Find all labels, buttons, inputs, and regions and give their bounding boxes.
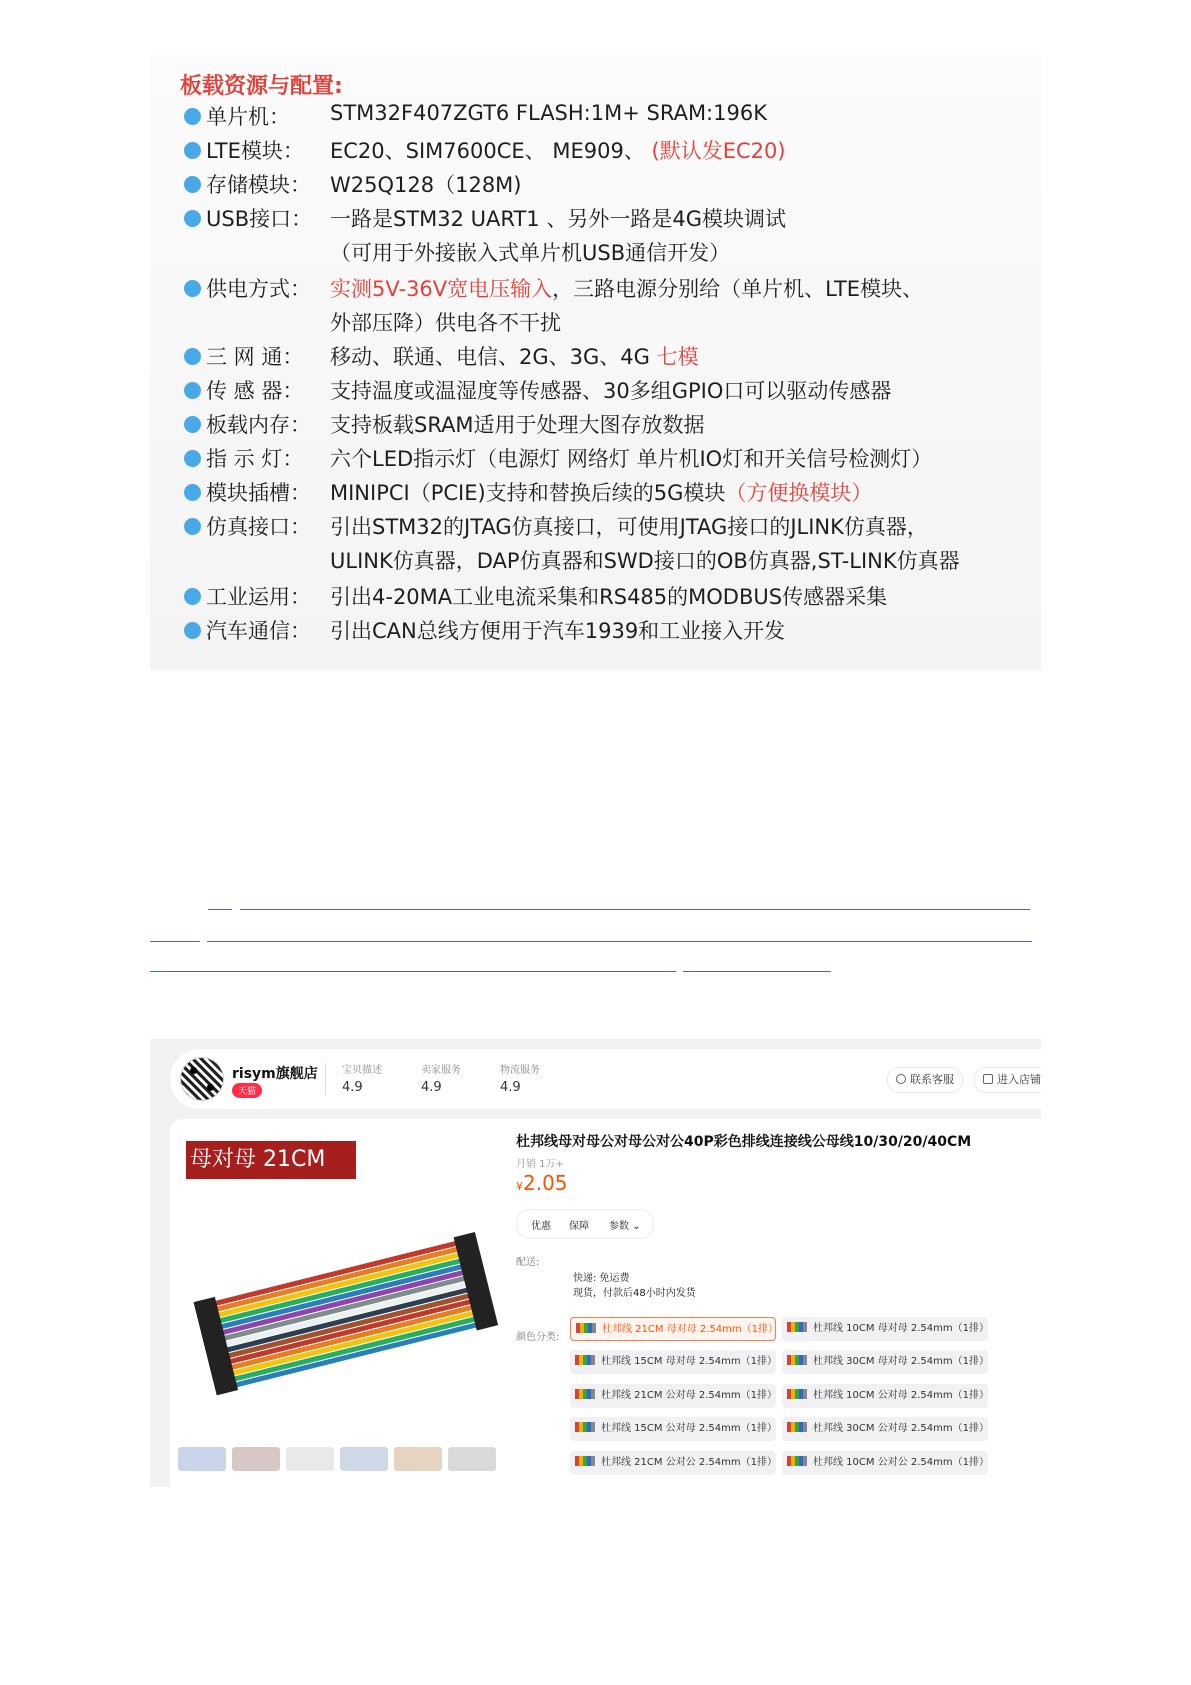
bullet-icon [184,142,201,159]
bullet-icon [184,348,201,365]
spec-label: 传 感 器： [206,379,304,403]
thumbnail[interactable] [448,1447,496,1471]
tmall-badge: 天猫 [232,1083,262,1098]
spec-row [150,477,1041,511]
spec-label: 模块插槽： [206,481,311,505]
bullet-icon [184,416,201,433]
bullet-icon [184,484,201,501]
link-underline[interactable] [683,971,831,972]
cable-thumb-icon [575,1355,595,1365]
spec-row [150,273,1041,307]
spec-row [150,409,1041,443]
thumbnail[interactable] [286,1447,334,1471]
divider [325,1063,326,1095]
spec-value: STM32F407ZGT6 FLASH:1M+ SRAM:196K [330,101,767,125]
tab-discount[interactable]: 优惠 [531,1221,551,1232]
rating-service: 卖家服务 4.9 [421,1065,461,1095]
spec-continuation: 外部压降）供电各不干扰 [330,311,561,335]
sku-option[interactable]: 杜邦线 10CM 母对母 2.54mm（1排） [782,1317,988,1341]
sku-option[interactable]: 杜邦线 10CM 公对母 2.54mm（1排） [782,1384,988,1408]
cable-thumb-icon [787,1422,807,1432]
spec-value: 六个LED指示灯（电源灯 网络灯 单片机IO灯和开关信号检测灯） [330,447,933,471]
sku-option-selected[interactable]: 杜邦线 21CM 母对母 2.54mm（1排） [570,1317,776,1341]
sku-option[interactable]: 杜邦线 21CM 公对母 2.54mm（1排） [570,1384,776,1408]
spec-row [150,101,1041,135]
link-underline[interactable] [150,971,676,972]
spec-continuation: ULINK仿真器，DAP仿真器和SWD接口的OB仿真器,ST-LINK仿真器 [330,549,960,573]
tab-params[interactable]: 参数 ⌄ [609,1221,641,1232]
cable-thumb-icon [575,1422,595,1432]
product-image[interactable] [180,1131,505,1441]
bullet-icon [184,176,201,193]
sku-option[interactable]: 杜邦线 30CM 公对母 2.54mm（1排） [782,1417,988,1441]
cable-thumb-icon [575,1456,595,1466]
bullet-icon [184,518,201,535]
delivery-shipping: 快递: 免运费 [573,1273,630,1284]
spec-value: 引出CAN总线方便用于汽车1939和工业接入开发 [330,619,786,643]
spec-row [150,443,1041,477]
info-tabs [516,1209,654,1239]
spec-row [150,135,1041,169]
bullet-icon [184,210,201,227]
spec-value: 一路是STM32 UART1 、另外一路是4G模块调试 [330,207,786,231]
bullet-icon [184,450,201,467]
ribbon-cable-illustration [180,1131,505,1441]
spec-value: 引出STM32的JTAG仿真接口，可使用JTAG接口的JLINK仿真器， [330,515,928,539]
chevron-down-icon: ⌄ [632,1221,641,1232]
spec-label: 板载内存： [206,413,311,437]
contact-service-button[interactable]: 联系客服 [887,1067,963,1093]
sku-option[interactable]: 杜邦线 21CM 公对公 2.54mm（1排） [570,1451,776,1475]
spec-label: 工业运用： [206,585,311,609]
link-underline[interactable] [207,941,1032,942]
cable-thumb-icon [787,1456,807,1466]
link-underline[interactable] [208,909,232,910]
color-label: 颜色分类: [516,1332,560,1343]
spec-value: 支持温度或温湿度等传感器、30多组GPIO口可以驱动传感器 [330,379,892,403]
rating-description: 宝贝描述 4.9 [342,1065,382,1095]
spec-row [150,511,1041,545]
spec-value: 实测5V-36V宽电压输入，三路电源分别给（单片机、LTE模块、 [330,277,924,301]
headset-icon [896,1074,906,1084]
spec-row [150,375,1041,409]
spec-value: 支持板载SRAM适用于处理大图存放数据 [330,413,705,437]
delivery-label: 配送: [516,1257,540,1268]
bullet-icon [184,622,201,639]
cable-thumb-icon [575,1389,595,1399]
shop-name[interactable]: risym旗舰店 [232,1066,318,1082]
spec-value: MINIPCI（PCIE)支持和替换后续的5G模块（方便换模块） [330,481,873,505]
monthly-sales: 月销 1万+ [516,1159,564,1170]
bullet-icon [184,108,201,125]
spec-label: 指 示 灯： [206,447,304,471]
store-icon [983,1074,993,1084]
spec-title: 板载资源与配置: [180,74,343,99]
spec-label: 单片机： [206,105,290,129]
thumbnail[interactable] [232,1447,280,1471]
spec-row [150,169,1041,203]
rating-logistics: 物流服务 4.9 [500,1065,540,1095]
thumbnail[interactable] [178,1447,226,1471]
enter-shop-button[interactable]: 进入店铺 [974,1067,1041,1093]
image-tag: 母对母 21CM [186,1141,356,1179]
delivery-stock: 现货，付款后48小时内发货 [573,1288,696,1299]
spec-continuation: （可用于外接嵌入式单片机USB通信开发） [330,241,731,265]
link-underline[interactable] [240,909,1030,910]
bullet-icon [184,382,201,399]
bullet-icon [184,280,201,297]
spec-label: 汽车通信： [206,619,311,643]
spec-value: 移动、联通、电信、2G、3G、4G 七模 [330,345,699,369]
shop-header [170,1049,1041,1109]
spec-label: 仿真接口： [206,515,311,539]
sku-option[interactable]: 杜邦线 30CM 母对母 2.54mm（1排） [782,1350,988,1374]
thumbnail[interactable] [340,1447,388,1471]
sku-option[interactable]: 杜邦线 10CM 公对公 2.54mm（1排） [782,1451,988,1475]
product-card [170,1119,1041,1487]
thumbnail-strip [178,1441,504,1471]
board-spec-image [150,55,1041,670]
cable-thumb-icon [576,1323,596,1333]
product-price: ¥2.05 [516,1171,568,1195]
link-underline[interactable] [150,941,200,942]
bullet-icon [184,588,201,605]
spec-label: 供电方式： [206,277,311,301]
sku-option[interactable]: 杜邦线 15CM 公对母 2.54mm（1排） [570,1417,776,1441]
shop-screenshot [150,1039,1041,1487]
spec-label: USB接口： [206,207,313,231]
spec-value: 引出4-20MA工业电流采集和RS485的MODBUS传感器采集 [330,585,888,609]
spec-label: 存储模块： [206,173,311,197]
spec-label: LTE模块： [206,139,304,163]
spec-row [150,341,1041,375]
product-title: 杜邦线母对母公对母公对公40P彩色排线连接线公母线10/30/20/40CM [516,1134,972,1150]
spec-value: EC20、SIM7600CE、 ME909、 (默认发EC20) [330,139,786,163]
spec-label: 三 网 通： [206,345,304,369]
sku-option[interactable]: 杜邦线 15CM 母对母 2.54mm（1排） [570,1350,776,1374]
cable-thumb-icon [787,1389,807,1399]
spec-value: W25Q128（128M) [330,173,522,197]
spec-row [150,615,1041,649]
cable-thumb-icon [787,1355,807,1365]
shop-logo-icon[interactable] [180,1057,224,1101]
cable-thumb-icon [787,1322,807,1332]
spec-row [150,581,1041,615]
tab-guarantee[interactable]: 保障 [569,1221,589,1232]
spec-row [150,203,1041,237]
thumbnail[interactable] [394,1447,442,1471]
